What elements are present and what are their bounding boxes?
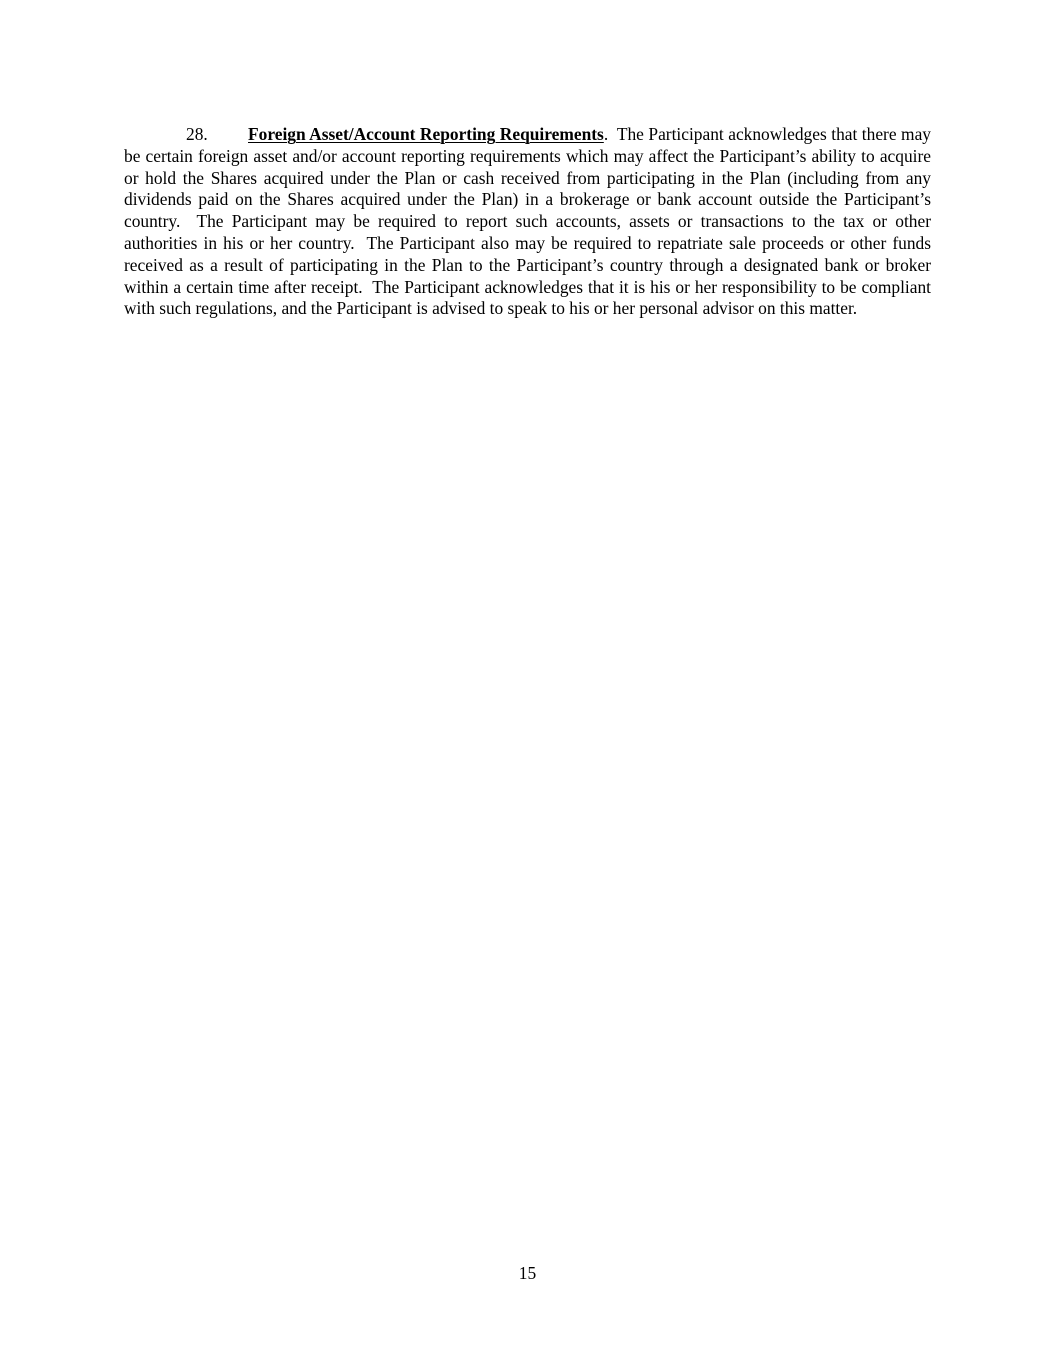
page-number: 15 bbox=[518, 1263, 537, 1283]
section-body-text: The Participant acknowledges that there may be certain foreign asset and/or account reporting requirements which may affect the Participant’s ability to acquire or hold the Shares acquired under the Plan or cash received from participating in the Plan (including from any dividends paid on the Shares acquired under the Plan) in a brokerage or bank account outside the Participant’s country. The Participant may be required to report such accounts, assets or transactions to the tax or other authorities in his or her country. The Participant also may be required to repatriate sale proceeds or other funds received as a result of participating in the Plan to the Participant’s country through a designated bank or broker within a certain time after receipt. The Participant acknowledges that it is his or her responsibility to be compliant with such regulations, and the Participant is advised to speak to his or her personal advisor on this matter. bbox=[124, 124, 936, 319]
section-28-paragraph bbox=[124, 124, 936, 320]
section-heading: Foreign Asset/Account Reporting Requirements bbox=[248, 124, 604, 144]
section-heading-punctuation: . bbox=[603, 124, 609, 144]
section-number: 28. bbox=[186, 124, 208, 144]
